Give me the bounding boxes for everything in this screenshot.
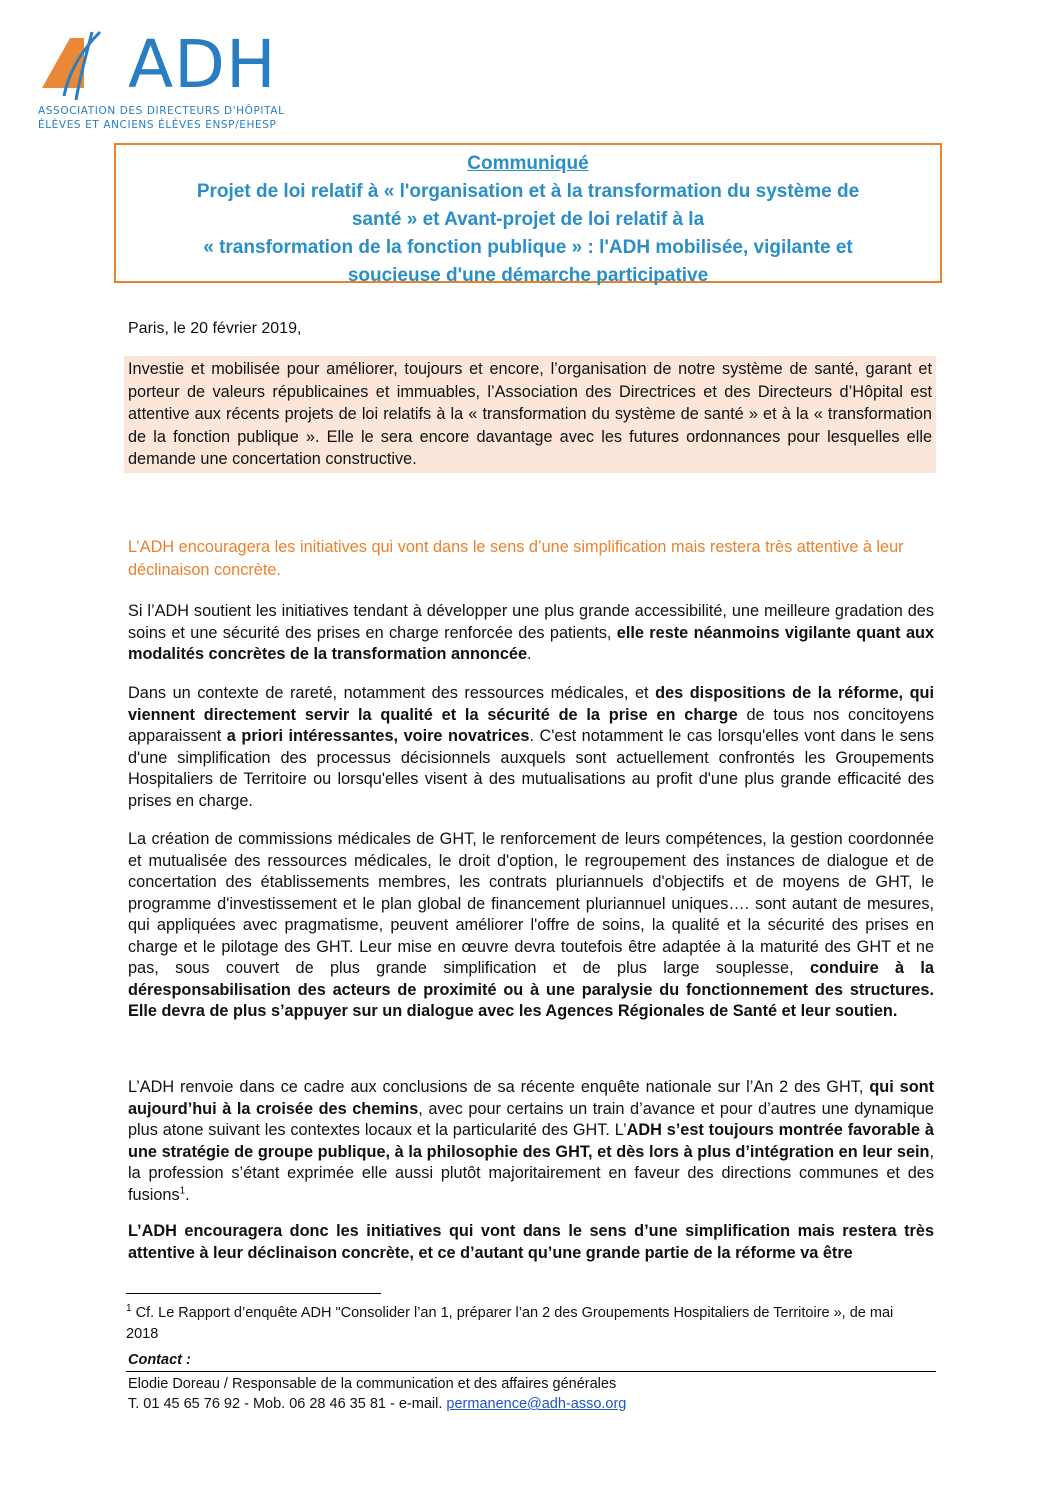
footnote-ref[interactable]: 1 (179, 1185, 186, 1197)
title-line-1: Projet de loi relatif à « l'organisation et à la transformation du système de (196, 181, 860, 202)
footnote-separator (126, 1293, 381, 1294)
paragraph-2 (128, 683, 934, 812)
paragraph-4 (128, 1077, 934, 1206)
adh-logo (36, 24, 326, 134)
footnote (126, 1303, 926, 1345)
contact-label: Contact : (128, 1352, 191, 1368)
contact-email-link[interactable]: permanence@adh-asso.org (446, 1396, 627, 1412)
paragraph-5 (128, 1221, 934, 1264)
paragraph-3-bold: conduire à la déresponsabilisation des acteurs de proximité ou à une paralysie du fonctionnement des structures. Elle devra de plus s’appuyer sur un dialogue avec les Agences Régionales de Santé et leur soutien. (128, 959, 934, 1020)
title-line-2: santé » et Avant-projet de loi relatif à la (351, 209, 705, 230)
title-line-3: « transformation de la fonction publique » : l'ADH mobilisée, vigilante et (203, 237, 853, 258)
section-heading: L’ADH encouragera les initiatives qui vont dans le sens d’une simplification mais restera très attentive à leur déclinaison concrète. (128, 538, 904, 579)
paragraph-3 (128, 829, 934, 1023)
contact-separator (126, 1371, 936, 1372)
paragraph-1-text: Si l’ADH soutient les initiatives tendant à développer une plus grande accessibilité, une meilleure gradation des soins et une sécurité des prises en charge renforcée des patients, (128, 602, 934, 642)
logo-mark-icon (40, 26, 130, 106)
paragraph-4-end: . (185, 1185, 190, 1204)
contact-name: Elodie Doreau / Responsable de la communication et des affaires générales (128, 1376, 617, 1392)
footnote-number: 1 (126, 1303, 132, 1315)
paragraph-4-text-b: , avec pour certains un train d’avance et pour d’autres une dynamique plus atone suivant les contextes locaux et la particularité des GHT. L’ (128, 1099, 934, 1139)
paragraph-5-bold: L’ADH encouragera donc les initiatives qui vont dans le sens d’une simplification mais restera très attentive à leur déclinaison concrète, et ce d’autant qu’une grande partie de la réforme va être (128, 1222, 934, 1262)
paragraph-4-text-a: L’ADH renvoie dans ce cadre aux conclusions de sa récente enquête nationale sur l’An 2 des GHT, (128, 1078, 870, 1096)
contact-phones: T. 01 45 65 76 92 - Mob. 06 28 46 35 81 - e-mail. (128, 1396, 447, 1412)
paragraph-2-text-c: . C'est notamment le cas lorsqu'elles vont dans le sens d'une simplification des processus décisionnels auxquels sont actuellement confrontés les Groupements Hospitaliers de Territoire ou lorsqu'elles visent à des mutualisations au profit d'une plus grande efficacité des prises en charge. (128, 727, 934, 810)
paragraph-1 (128, 601, 934, 666)
logo-wordmark: ADH (128, 26, 277, 103)
paragraph-1-bold: elle reste néanmoins vigilante quant aux modalités concrètes de la transformation annoncée (128, 623, 934, 663)
paragraph-2-text-b: de tous nos concitoyens apparaissent (128, 705, 934, 745)
paragraph-4-bold-a: qui sont aujourd’hui à la croisée des chemins (128, 1078, 935, 1118)
paragraph-4-text-c: , la profession s’étant exprimée elle aussi plutôt majoritairement en faveur des directions communes et des fusions (128, 1142, 934, 1204)
title-box (114, 143, 942, 286)
contact-details (128, 1394, 626, 1414)
paragraph-2-text-a: Dans un contexte de rareté, notamment des ressources médicales, et (128, 684, 656, 702)
title-kicker: Communiqué (467, 153, 589, 174)
title-line-4: soucieuse d'une démarche participative (347, 265, 709, 286)
paragraph-1-end: . (527, 645, 532, 663)
logo-subtitle-2: ÉLÈVES ET ANCIENS ÉLÈVES ENSP/EHESP (38, 119, 277, 131)
paragraph-3-text: La création de commissions médicales de GHT, le renforcement de leurs compétences, la gestion coordonnée et mutualisée des ressources médicales, le droit d'option, le regroupement des instances de dialogue et de concertation des établissements membres, les contrats pluriannuels d'objectifs et de moyens de GHT, le programme d'investissement et le plan global de financement pluriannuel uniques…. sont autant de mesures, qui appliquées avec pragmatisme, peuvent améliorer l'offre de soins, la qualité et la sécurité des prises en charge et le pilotage des GHT. Leur mise en œuvre devra toutefois être adaptée à la maturité des GHT et ne pas, sous couvert de plus grande simplification et de plus large souplesse, (128, 830, 934, 977)
footnote-text: Cf. Le Rapport d’enquête ADH "Consolider l’an 1, préparer l’an 2 des Groupements Hospitaliers de Territoire », de mai 2018 (126, 1305, 894, 1342)
logo-subtitle-1: ASSOCIATION DES DIRECTEURS D'HÔPITAL (38, 105, 285, 117)
intro-paragraph: Investie et mobilisée pour améliorer, toujours et encore, l’organisation de notre système de santé, garant et porteur de valeurs républicaines et immuables, l’Association des Directrices et des Directeurs d’Hôpital est attentive aux récents projets de loi relatifs à la « transformation du système de santé » et à la « transformation de la fonction publique ». Elle le sera encore davantage avec les futures ordonnances pour lesquelles elle demande une concertation constructive. (124, 356, 936, 473)
paragraph-2-bold-b: a priori intéressantes, voire novatrices (226, 727, 530, 745)
date-line: Paris, le 20 février 2019, (128, 320, 302, 337)
paragraph-2-bold-a: des dispositions de la réforme, qui viennent directement servir la qualité et la sécurité de la prise en charge (128, 684, 934, 724)
paragraph-4-bold-b: ADH s’est toujours montrée favorable à une stratégie de groupe publique, à la philosophie des GHT, et dès lors à plus d’intégration en leur sein (128, 1121, 934, 1161)
